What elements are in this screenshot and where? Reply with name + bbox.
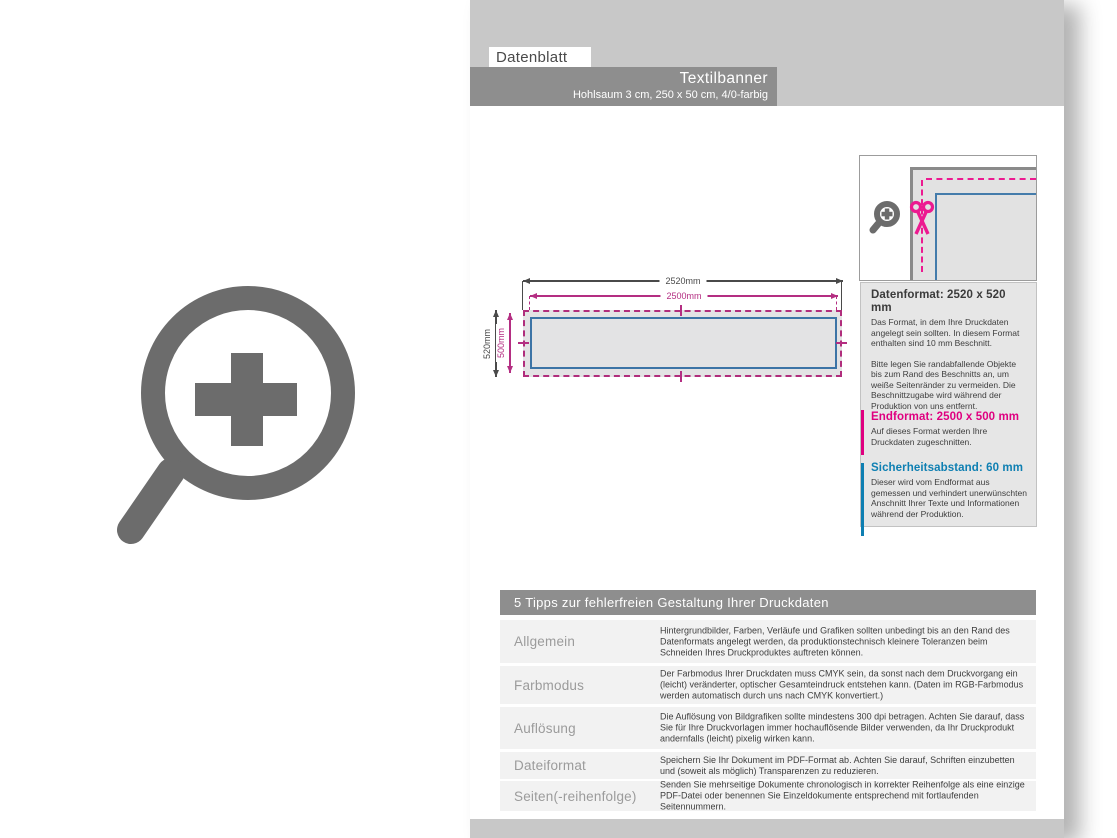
safety-heading: Sicherheitsabstand: 60 mm bbox=[871, 462, 1024, 474]
tip-label: Allgemein bbox=[514, 634, 576, 649]
tips-header-label: 5 Tipps zur fehlerfreien Gestaltung Ihrer Druckdaten bbox=[514, 595, 829, 610]
safety-accent-bar bbox=[861, 463, 864, 536]
datenformat-text-2: Bitte legen Sie randabfallende Objekte bis zum Rand des Beschnitts an, um weiße Seitenränder zu vermeiden. Die Beschnittzugabe wird während der Produktion von uns entfernt. bbox=[871, 358, 1017, 411]
endformat-text: Auf dieses Format werden Ihre Druckdaten zugeschnitten. bbox=[871, 426, 988, 447]
bottom-band bbox=[470, 819, 1064, 838]
info-panel bbox=[860, 282, 1037, 527]
center-mark bbox=[518, 342, 529, 344]
dimension-label: 500mm bbox=[496, 324, 506, 362]
bleed-dashed-line bbox=[926, 178, 1036, 180]
datenformat-text-1: Das Format, in dem Ihre Druckdaten angelegt sein sollten. In diesem Format enthalten sind 10 mm Beschnitt. bbox=[871, 317, 1020, 348]
table-row bbox=[500, 752, 1036, 779]
endformat-accent-bar bbox=[861, 410, 864, 455]
tab-label: Datenblatt bbox=[496, 49, 568, 66]
table-row bbox=[500, 666, 1036, 704]
product-subtitle: Hohlsaum 3 cm, 250 x 50 cm, 4/0-farbig bbox=[572, 89, 768, 101]
endformat-line bbox=[935, 193, 1036, 195]
dimension-label: 520mm bbox=[482, 324, 492, 362]
corner-detail-box bbox=[859, 155, 1037, 281]
scissors-icon bbox=[909, 200, 935, 240]
tip-label: Dateiformat bbox=[514, 758, 586, 773]
table-row bbox=[500, 707, 1036, 749]
dimension-inner-height bbox=[496, 313, 516, 373]
table-row bbox=[500, 620, 1036, 663]
datenformat-section bbox=[871, 289, 1029, 411]
endformat-heading: Endformat: 2500 x 500 mm bbox=[871, 411, 1020, 423]
zoom-plus-icon bbox=[103, 280, 361, 552]
tip-text: Speichern Sie Ihr Dokument im PDF-Format ab. Achten Sie darauf, Schriften einzubetten und (soweit als möglich) Transparenzen zu reduzieren. bbox=[660, 754, 1015, 776]
safety-section bbox=[871, 462, 1029, 519]
dimension-outer-width bbox=[523, 275, 843, 287]
page-frame-line bbox=[910, 167, 1036, 170]
center-mark bbox=[836, 342, 847, 344]
endformat-line bbox=[935, 194, 937, 280]
dimension-label: 2520mm bbox=[659, 275, 706, 287]
dimension-label: 2500mm bbox=[660, 290, 707, 302]
endformat-rect bbox=[530, 317, 837, 369]
tip-label: Auflösung bbox=[514, 720, 576, 736]
safety-text: Dieser wird vom Endformat aus gemessen und verhindert unerwünschten Anschnitt Ihrer Texte und Informationen während der Produktion. bbox=[871, 477, 1027, 519]
table-row bbox=[500, 781, 1036, 811]
tip-text: Der Farbmodus Ihrer Druckdaten muss CMYK sein, da sonst nach dem Druckvorgang ein (leicht) veränderter, optischer Gesamteindruck entstehen kann. (Daten im RGB-Farbmodus werden automatisch durch uns nach CMYK konvertiert.) bbox=[660, 668, 1024, 701]
datenformat-heading: Datenformat: 2520 x 520 mm bbox=[871, 289, 1006, 314]
tip-label: Farbmodus bbox=[514, 677, 585, 693]
dimension-inner-width bbox=[530, 290, 838, 302]
tip-text: Senden Sie mehrseitige Dokumente chronologisch in korrekter Reihenfolge als eine einzige PDF-Datei oder benennen Sie Einzeldokumente entsprechend mit fortlaufenden Seitennummern. bbox=[660, 779, 1025, 812]
tip-text: Hintergrundbilder, Farben, Verläufe und Grafiken sollten unbedingt bis an den Rand des Datenformats angelegt werden, da produktionstechnisch kleinere Toleranzen beim Schneiden Ihres Druckproduktes auftreten können. bbox=[660, 625, 1010, 657]
tips-header bbox=[500, 590, 1036, 615]
product-title: Textilbanner bbox=[679, 70, 768, 87]
tip-text: Die Auflösung von Bildgrafiken sollte mindestens 300 dpi betragen. Achten Sie darauf, dass Sie für Ihre Druckvorlagen immer hochauflösende Bilder verwenden, da Ihr Druckprodukt andernfalls (leicht) pixelig wirken kann. bbox=[660, 711, 1025, 744]
center-mark bbox=[680, 371, 682, 382]
center-mark bbox=[680, 305, 682, 316]
endformat-section bbox=[871, 411, 1029, 447]
tip-label: Seiten(-reihenfolge) bbox=[514, 788, 637, 804]
datasheet-page bbox=[470, 0, 1064, 838]
zoom-plus-icon-small bbox=[866, 198, 902, 238]
